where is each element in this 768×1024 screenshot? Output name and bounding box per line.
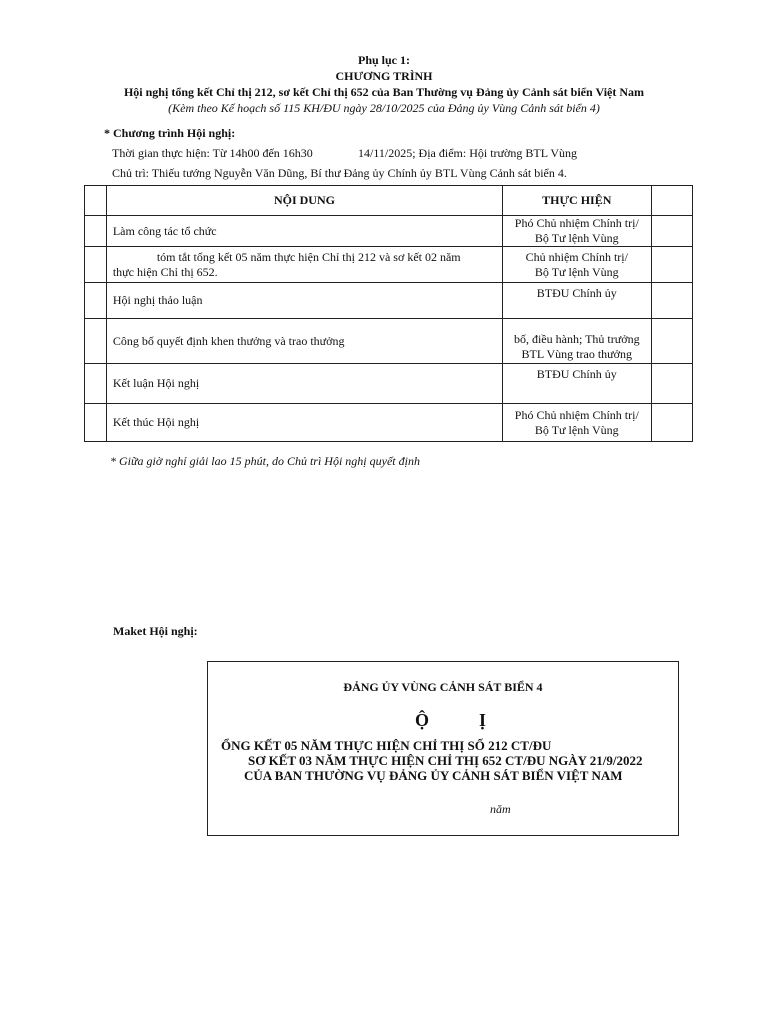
document-subtitle: Hội nghị tổng kết Chỉ thị 212, sơ kết Chỉ thị 652 của Ban Thường vụ Đảng ủy Cảnh sát biển Việt Nam — [123, 85, 645, 99]
row-executor: Chủ nhiệm Chính trị/ Bộ Tư lệnh Vùng — [503, 247, 651, 283]
program-heading: * Chương trình Hội nghị: — [104, 126, 236, 140]
banner-organization: ĐẢNG ỦY VÙNG CẢNH SÁT BIỂN 4 — [343, 680, 543, 694]
table-row — [85, 247, 693, 283]
table-row — [85, 216, 693, 247]
appendix-label: Phụ lục 1: — [357, 53, 410, 67]
row-content: Làm công tác tổ chức — [106, 216, 502, 247]
header-executor: THỰC HIỆN — [503, 186, 651, 216]
banner-line-2: SƠ KẾT 03 NĂM THỰC HIỆN CHỈ THỊ 652 CT/ĐU NGÀY 21/9/2022 — [248, 753, 643, 768]
table-header-row — [85, 186, 693, 216]
row-content: Kết thúc Hội nghị — [106, 404, 502, 442]
conference-banner-mockup — [207, 661, 679, 836]
row-executor: Phó Chủ nhiệm Chính trị/ Bộ Tư lệnh Vùng — [503, 404, 651, 442]
break-note: * Giữa giờ nghỉ giải lao 15 phút, do Chủ trì Hội nghị quyết định — [110, 454, 420, 468]
time-line: Thời gian thực hiện: Từ 14h00 đến 16h30 — [112, 146, 313, 160]
row-content: Công bố quyết định khen thưởng và trao thưởng — [106, 319, 502, 364]
document-title: CHƯƠNG TRÌNH — [335, 69, 433, 83]
row-content: Kết luận Hội nghị — [106, 364, 502, 404]
table-row — [85, 404, 693, 442]
table-row — [85, 364, 693, 404]
program-table — [84, 185, 693, 442]
banner-big-letter-right: Ị — [479, 710, 487, 730]
document-header — [0, 52, 768, 116]
document-reference: (Kèm theo Kế hoạch số 115 KH/ĐU ngày 28/10/2025 của Đảng ủy Vùng Cảnh sát biển 4) — [168, 101, 600, 115]
row-executor: BTĐU Chính ủy — [503, 364, 651, 404]
row-executor: Phó Chủ nhiệm Chính trị/ Bộ Tư lệnh Vùng — [503, 216, 651, 247]
banner-line-3: CỦA BAN THƯỜNG VỤ ĐẢNG ỦY CẢNH SÁT BIỂN VIỆT NAM — [244, 768, 623, 783]
row-executor: BTĐU Chính ủy — [503, 283, 651, 319]
date-place-line: 14/11/2025; Địa điểm: Hội trường BTL Vùng — [358, 146, 578, 160]
banner-year: năm — [490, 802, 511, 816]
table-row — [85, 319, 693, 364]
header-stt — [85, 186, 107, 216]
header-content: NỘI DUNG — [106, 186, 502, 216]
row-content: Hội nghị thảo luận — [106, 283, 502, 319]
banner-line-1: ỔNG KẾT 05 NĂM THỰC HIỆN CHỈ THỊ SỐ 212 CT/ĐU — [221, 738, 552, 753]
header-note — [651, 186, 693, 216]
chair-line: Chủ trì: Thiếu tướng Nguyễn Văn Dũng, Bí thư Đảng ủy Chính ủy BTL Vùng Cảnh sát biển 4. — [112, 166, 567, 180]
banner-big-letter-left: Ộ — [415, 710, 430, 730]
row-executor: bố, điều hành; Thủ trưởng BTL Vùng trao thưởng — [503, 319, 651, 364]
table-row — [85, 283, 693, 319]
maket-label: Maket Hội nghị: — [113, 624, 198, 638]
row-content: tóm tắt tổng kết 05 năm thực hiện Chỉ thị 212 và sơ kết 02 năm thực hiện Chỉ thị 652. — [106, 247, 502, 283]
